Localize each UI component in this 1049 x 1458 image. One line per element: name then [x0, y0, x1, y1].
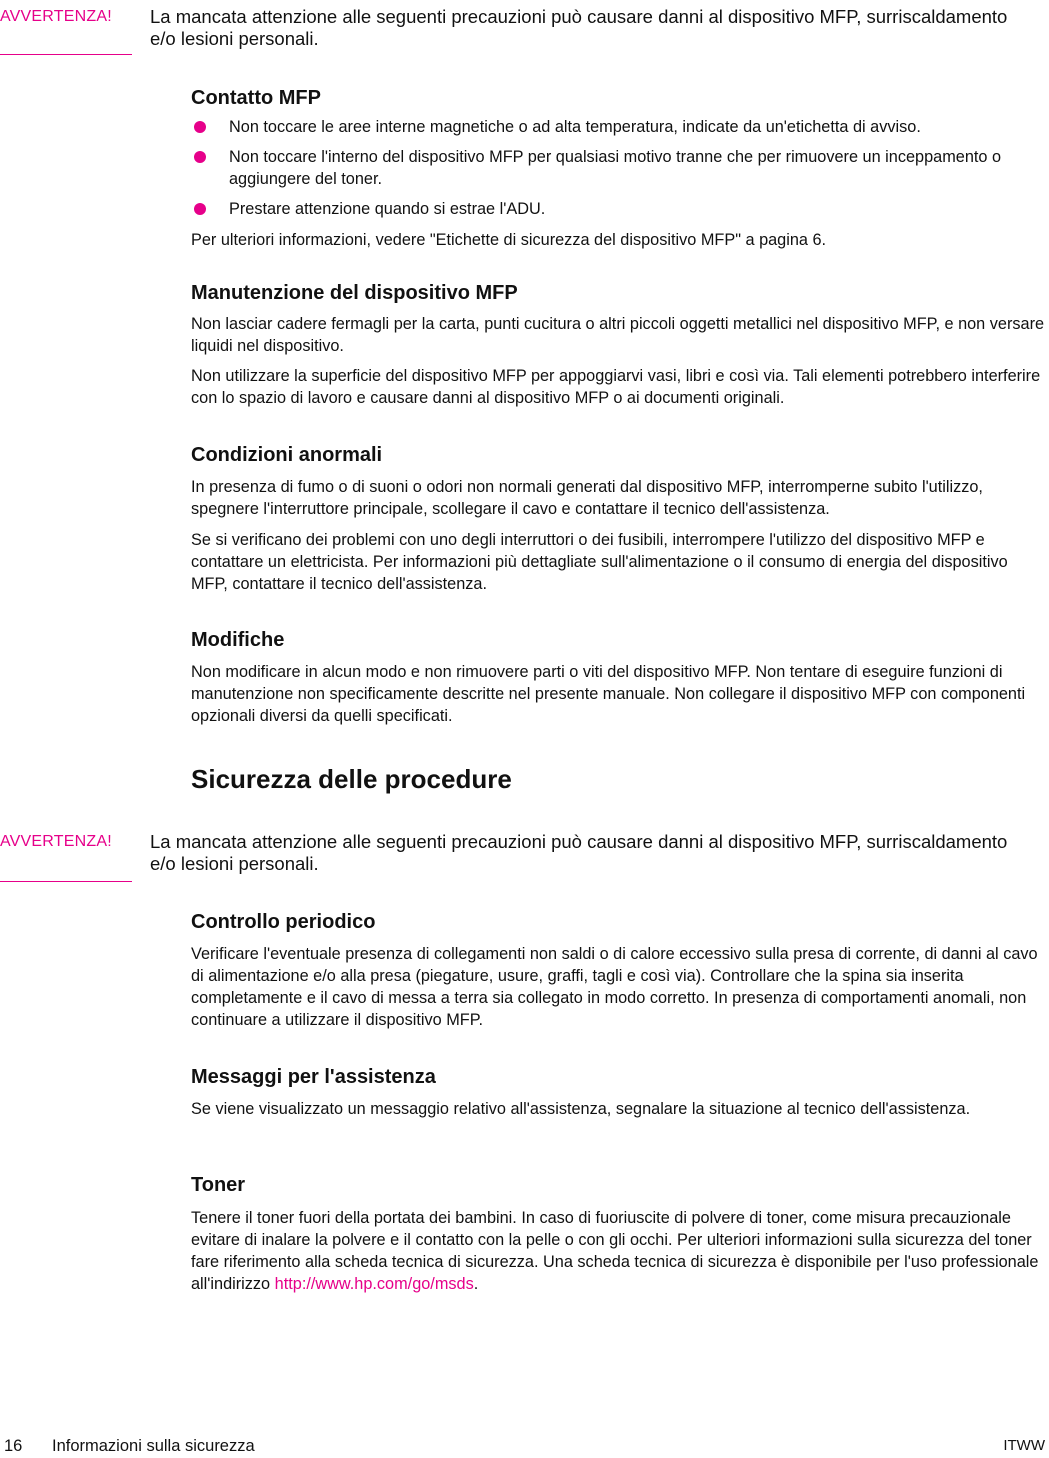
list-item	[191, 116, 1049, 138]
footer-code: ITWW	[1003, 1437, 1045, 1454]
section-modifiche	[191, 628, 1049, 727]
heading-modifiche: Modifiche	[191, 629, 285, 651]
manutenzione-paragraph-2: Non utilizzare la superficie del dispositivo MFP per appoggiarvi vasi, libri e così via. Tali elementi potrebbero interferire con lo spazio di lavoro e causare danni al dispositivo MFP o ai documenti originali.	[191, 367, 1041, 407]
toner-trailing: .	[473, 1275, 479, 1293]
heading-sicurezza: Sicurezza delle procedure	[191, 764, 512, 794]
condizioni-paragraph-2: Se si verificano dei problemi con uno degli interruttori o dei fusibili, interrompere l'utilizzo del dispositivo MFP e contattare un elettricista. Per informazioni più dettagliate sull'alimentazione o il consumo di energia del dispositivo MFP, contattare il tecnico dell'assistenza.	[191, 531, 1008, 593]
toner-paragraph	[191, 1207, 1049, 1295]
modifiche-paragraph: Non modificare in alcun modo e non rimuovere parti o viti del dispositivo MFP. Non tentare di eseguire funzioni di manutenzione non specificamente descritte nel presente manuale. Non collegare il dispositivo MFP con componenti opzionali diversi da quelli specificati.	[191, 663, 1026, 725]
section-manutenzione	[191, 281, 1049, 409]
bullet-icon	[194, 151, 206, 163]
bullet-text: Prestare attenzione quando si estrae l'ADU.	[229, 200, 546, 218]
warning-rule	[0, 881, 132, 882]
footer-chapter: Informazioni sulla sicurezza	[52, 1437, 255, 1455]
bullet-list	[191, 116, 1049, 220]
section-messaggi	[191, 1065, 1049, 1120]
contatto-note: Per ulteriori informazioni, vedere "Etichette di sicurezza del dispositivo MFP" a pagina 6.	[191, 231, 827, 249]
section-toner	[191, 1173, 1049, 1295]
messaggi-paragraph: Se viene visualizzato un messaggio relativo all'assistenza, segnalare la situazione al tecnico dell'assistenza.	[191, 1100, 971, 1118]
bullet-text: Non toccare l'interno del dispositivo MFP per qualsiasi motivo tranne che per rimuovere un inceppamento o aggiungere del toner.	[229, 148, 1002, 188]
section-contatto	[191, 86, 1049, 251]
condizioni-paragraph-1: In presenza di fumo o di suoni o odori non normali generati dal dispositivo MFP, interromperne subito l'utilizzo, spegnere l'interruttore principale, scollegare il cavo e contattare il tecnico dell'assistenza.	[191, 478, 983, 518]
controllo-paragraph: Verificare l'eventuale presenza di collegamenti non saldi o di calore eccessivo sulla presa di corrente, di danni al cavo di alimentazione e/o alla presa (piegature, usure, graffi, tagli e così via). Controllare che la spina sia inserita completamente e il cavo di messa a terra sia collegato in modo corretto. In presenza di comportamenti anomali, non continuare a utilizzare il dispositivo MFP.	[191, 945, 1038, 1029]
heading-condizioni: Condizioni anormali	[191, 444, 383, 466]
warning-text: La mancata attenzione alle seguenti precauzioni può causare danni al dispositivo MFP, surriscaldamento e/o lesioni personali.	[150, 6, 1008, 49]
section-sicurezza	[191, 764, 1049, 794]
msds-link[interactable]: http://www.hp.com/go/msds	[274, 1275, 474, 1293]
warning-label: AVVERTENZA!	[0, 8, 112, 25]
list-item	[191, 146, 1049, 190]
bullet-icon	[194, 203, 206, 215]
warning-rule	[0, 54, 132, 55]
section-controllo	[191, 910, 1049, 1031]
heading-messaggi: Messaggi per l'assistenza	[191, 1066, 436, 1088]
warning-label: AVVERTENZA!	[0, 833, 112, 850]
section-condizioni	[191, 443, 1049, 595]
footer-page-number: 16	[4, 1437, 23, 1455]
bullet-icon	[194, 121, 206, 133]
heading-contatto: Contatto MFP	[191, 87, 321, 109]
heading-controllo: Controllo periodico	[191, 911, 376, 933]
heading-toner: Toner	[191, 1174, 246, 1196]
manutenzione-paragraph-1: Non lasciar cadere fermagli per la carta, punti cucitura o altri piccoli oggetti metallici nel dispositivo MFP, e non versare liquidi nel dispositivo.	[191, 315, 1045, 355]
heading-manutenzione: Manutenzione del dispositivo MFP	[191, 282, 518, 304]
toner-text: Tenere il toner fuori della portata dei bambini. In caso di fuoriuscite di polvere di toner, come misura precauzionale evitare di inalare la polvere e il contatto con la pelle o con gli occhi. Per ulteriori informazioni sulla sicurezza del toner fare riferimento alla scheda tecnica di sicurezza. Una scheda tecnica di sicurezza è disponibile per l'uso professionale all'indirizzo	[191, 1209, 1039, 1293]
bullet-text: Non toccare le aree interne magnetiche o ad alta temperatura, indicate da un'etichetta di avviso.	[229, 118, 921, 136]
list-item	[191, 198, 1049, 220]
warning-text: La mancata attenzione alle seguenti precauzioni può causare danni al dispositivo MFP, surriscaldamento e/o lesioni personali.	[150, 831, 1008, 874]
